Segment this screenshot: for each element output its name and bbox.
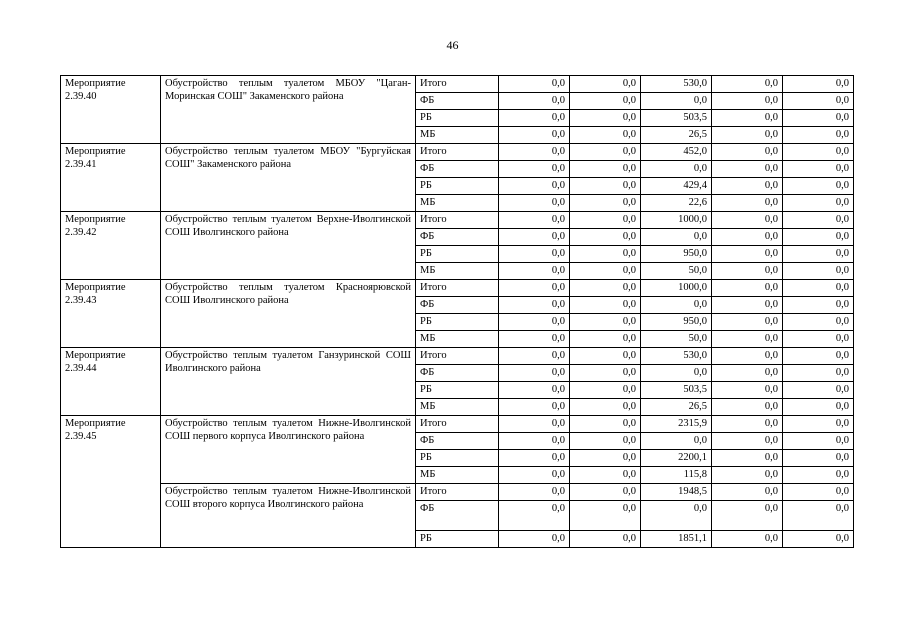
amount-cell: 0,0 [783,76,854,93]
amount-cell: 0,0 [499,229,570,246]
amount-cell: 22,6 [641,195,712,212]
amount-cell: 0,0 [499,348,570,365]
amount-cell: 0,0 [570,246,641,263]
description-cell: Обустройство теплым туалетом МБОУ "Цаган-Моринская СОШ" Закаменского района [161,76,416,144]
amount-cell: 0,0 [570,297,641,314]
table-row [61,212,854,229]
amount-cell: 0,0 [499,467,570,484]
amount-cell: 452,0 [641,144,712,161]
funding-source-cell: МБ [416,195,499,212]
amount-cell: 0,0 [499,365,570,382]
amount-cell: 26,5 [641,127,712,144]
event-cell: Мероприятие 2.39.44 [61,348,161,416]
budget-table-body [61,76,854,548]
amount-cell: 0,0 [570,365,641,382]
amount-cell: 0,0 [783,416,854,433]
amount-cell: 0,0 [712,416,783,433]
funding-source-cell: МБ [416,467,499,484]
amount-cell: 0,0 [499,331,570,348]
amount-cell: 0,0 [712,144,783,161]
amount-cell: 0,0 [570,382,641,399]
amount-cell: 0,0 [499,110,570,127]
funding-source-cell: ФБ [416,161,499,178]
amount-cell: 0,0 [641,365,712,382]
funding-source-cell: РБ [416,531,499,548]
table-row [61,484,854,501]
amount-cell: 0,0 [570,93,641,110]
description-cell: Обустройство теплым туалетом Нижне-Иволгинской СОШ первого корпуса Иволгинского района [161,416,416,484]
amount-cell: 0,0 [570,416,641,433]
amount-cell: 0,0 [499,399,570,416]
amount-cell: 0,0 [499,212,570,229]
amount-cell: 0,0 [712,399,783,416]
amount-cell: 0,0 [783,212,854,229]
amount-cell: 0,0 [783,365,854,382]
amount-cell: 0,0 [712,195,783,212]
amount-cell: 0,0 [783,246,854,263]
amount-cell: 0,0 [499,144,570,161]
amount-cell: 0,0 [499,178,570,195]
amount-cell: 0,0 [570,501,641,531]
funding-source-cell: ФБ [416,501,499,531]
funding-source-cell: РБ [416,246,499,263]
amount-cell: 0,0 [712,382,783,399]
amount-cell: 0,0 [570,450,641,467]
amount-cell: 50,0 [641,263,712,280]
amount-cell: 0,0 [712,229,783,246]
amount-cell: 0,0 [783,314,854,331]
amount-cell: 1000,0 [641,212,712,229]
funding-source-cell: ФБ [416,93,499,110]
amount-cell: 0,0 [570,348,641,365]
amount-cell: 0,0 [783,297,854,314]
amount-cell: 0,0 [570,263,641,280]
amount-cell: 530,0 [641,348,712,365]
amount-cell: 0,0 [570,331,641,348]
table-row [61,76,854,93]
funding-source-cell: МБ [416,331,499,348]
amount-cell: 0,0 [499,246,570,263]
funding-source-cell: РБ [416,382,499,399]
amount-cell: 0,0 [712,484,783,501]
amount-cell: 0,0 [783,178,854,195]
amount-cell: 0,0 [783,467,854,484]
amount-cell: 0,0 [641,93,712,110]
funding-source-cell: ФБ [416,365,499,382]
amount-cell: 0,0 [570,484,641,501]
amount-cell: 0,0 [641,161,712,178]
amount-cell: 0,0 [783,450,854,467]
amount-cell: 0,0 [783,229,854,246]
description-cell: Обустройство теплым туалетом Нижне-Иволгинской СОШ второго корпуса Иволгинского района [161,484,416,548]
amount-cell: 50,0 [641,331,712,348]
funding-source-cell: Итого [416,212,499,229]
amount-cell: 0,0 [783,348,854,365]
amount-cell: 0,0 [570,178,641,195]
amount-cell: 0,0 [570,314,641,331]
amount-cell: 0,0 [783,161,854,178]
description-cell: Обустройство теплым туалетом Красноярювской СОШ Иволгинского района [161,280,416,348]
amount-cell: 0,0 [570,467,641,484]
amount-cell: 0,0 [712,348,783,365]
amount-cell: 0,0 [783,484,854,501]
funding-source-cell: МБ [416,399,499,416]
amount-cell: 26,5 [641,399,712,416]
funding-source-cell: Итого [416,144,499,161]
amount-cell: 503,5 [641,382,712,399]
amount-cell: 0,0 [712,161,783,178]
funding-source-cell: ФБ [416,297,499,314]
amount-cell: 0,0 [712,212,783,229]
amount-cell: 0,0 [712,450,783,467]
funding-source-cell: Итого [416,348,499,365]
funding-source-cell: РБ [416,110,499,127]
amount-cell: 0,0 [570,433,641,450]
table-row [61,416,854,433]
amount-cell: 0,0 [570,195,641,212]
amount-cell: 0,0 [712,531,783,548]
amount-cell: 0,0 [499,416,570,433]
event-cell: Мероприятие 2.39.45 [61,416,161,548]
funding-source-cell: РБ [416,178,499,195]
amount-cell: 0,0 [499,161,570,178]
amount-cell: 0,0 [570,110,641,127]
description-cell: Обустройство теплым туалетом Ганзуринской СОШ Иволгинского района [161,348,416,416]
amount-cell: 950,0 [641,314,712,331]
amount-cell: 0,0 [712,314,783,331]
amount-cell: 0,0 [783,382,854,399]
funding-source-cell: ФБ [416,433,499,450]
budget-table [60,75,854,548]
amount-cell: 0,0 [499,195,570,212]
amount-cell: 0,0 [641,433,712,450]
amount-cell: 950,0 [641,246,712,263]
funding-source-cell: ФБ [416,229,499,246]
amount-cell: 0,0 [783,433,854,450]
description-cell: Обустройство теплым туалетом Верхне-Иволгинской СОШ Иволгинского района [161,212,416,280]
amount-cell: 0,0 [499,263,570,280]
amount-cell: 0,0 [570,280,641,297]
amount-cell: 0,0 [783,93,854,110]
funding-source-cell: МБ [416,127,499,144]
amount-cell: 0,0 [499,450,570,467]
amount-cell: 0,0 [570,76,641,93]
amount-cell: 0,0 [712,263,783,280]
event-cell: Мероприятие 2.39.42 [61,212,161,280]
amount-cell: 0,0 [499,280,570,297]
description-cell: Обустройство теплым туалетом МБОУ "Бургуйская СОШ" Закаменского района [161,144,416,212]
event-cell: Мероприятие 2.39.40 [61,76,161,144]
amount-cell: 0,0 [712,467,783,484]
amount-cell: 0,0 [641,501,712,531]
amount-cell: 0,0 [783,263,854,280]
event-cell: Мероприятие 2.39.41 [61,144,161,212]
funding-source-cell: Итого [416,76,499,93]
amount-cell: 0,0 [641,297,712,314]
funding-source-cell: МБ [416,263,499,280]
amount-cell: 0,0 [783,280,854,297]
amount-cell: 0,0 [712,365,783,382]
amount-cell: 0,0 [570,161,641,178]
amount-cell: 0,0 [499,314,570,331]
amount-cell: 530,0 [641,76,712,93]
amount-cell: 0,0 [712,110,783,127]
funding-source-cell: РБ [416,450,499,467]
amount-cell: 0,0 [499,501,570,531]
funding-source-cell: Итого [416,416,499,433]
amount-cell: 0,0 [712,93,783,110]
table-row [61,348,854,365]
amount-cell: 0,0 [783,331,854,348]
amount-cell: 0,0 [499,76,570,93]
funding-source-cell: Итого [416,280,499,297]
amount-cell: 0,0 [783,195,854,212]
amount-cell: 0,0 [570,212,641,229]
amount-cell: 115,8 [641,467,712,484]
amount-cell: 0,0 [570,127,641,144]
amount-cell: 503,5 [641,110,712,127]
funding-source-cell: РБ [416,314,499,331]
amount-cell: 0,0 [783,399,854,416]
amount-cell: 1000,0 [641,280,712,297]
amount-cell: 0,0 [570,144,641,161]
amount-cell: 2200,1 [641,450,712,467]
amount-cell: 0,0 [499,382,570,399]
amount-cell: 0,0 [499,127,570,144]
amount-cell: 0,0 [570,399,641,416]
amount-cell: 0,0 [783,501,854,531]
amount-cell: 0,0 [499,433,570,450]
amount-cell: 0,0 [712,280,783,297]
amount-cell: 0,0 [499,297,570,314]
amount-cell: 0,0 [783,144,854,161]
amount-cell: 0,0 [712,76,783,93]
amount-cell: 0,0 [712,127,783,144]
funding-source-cell: Итого [416,484,499,501]
amount-cell: 0,0 [712,297,783,314]
amount-cell: 0,0 [712,501,783,531]
amount-cell: 2315,9 [641,416,712,433]
amount-cell: 0,0 [570,229,641,246]
amount-cell: 0,0 [570,531,641,548]
event-cell: Мероприятие 2.39.43 [61,280,161,348]
amount-cell: 0,0 [499,531,570,548]
amount-cell: 0,0 [783,127,854,144]
amount-cell: 1851,1 [641,531,712,548]
amount-cell: 0,0 [783,110,854,127]
amount-cell: 0,0 [712,246,783,263]
amount-cell: 0,0 [499,484,570,501]
amount-cell: 429,4 [641,178,712,195]
amount-cell: 0,0 [641,229,712,246]
amount-cell: 0,0 [712,178,783,195]
page-number: 46 [446,38,459,52]
table-row [61,144,854,161]
table-row [61,280,854,297]
amount-cell: 0,0 [712,433,783,450]
amount-cell: 0,0 [712,331,783,348]
amount-cell: 0,0 [499,93,570,110]
amount-cell: 1948,5 [641,484,712,501]
amount-cell: 0,0 [783,531,854,548]
